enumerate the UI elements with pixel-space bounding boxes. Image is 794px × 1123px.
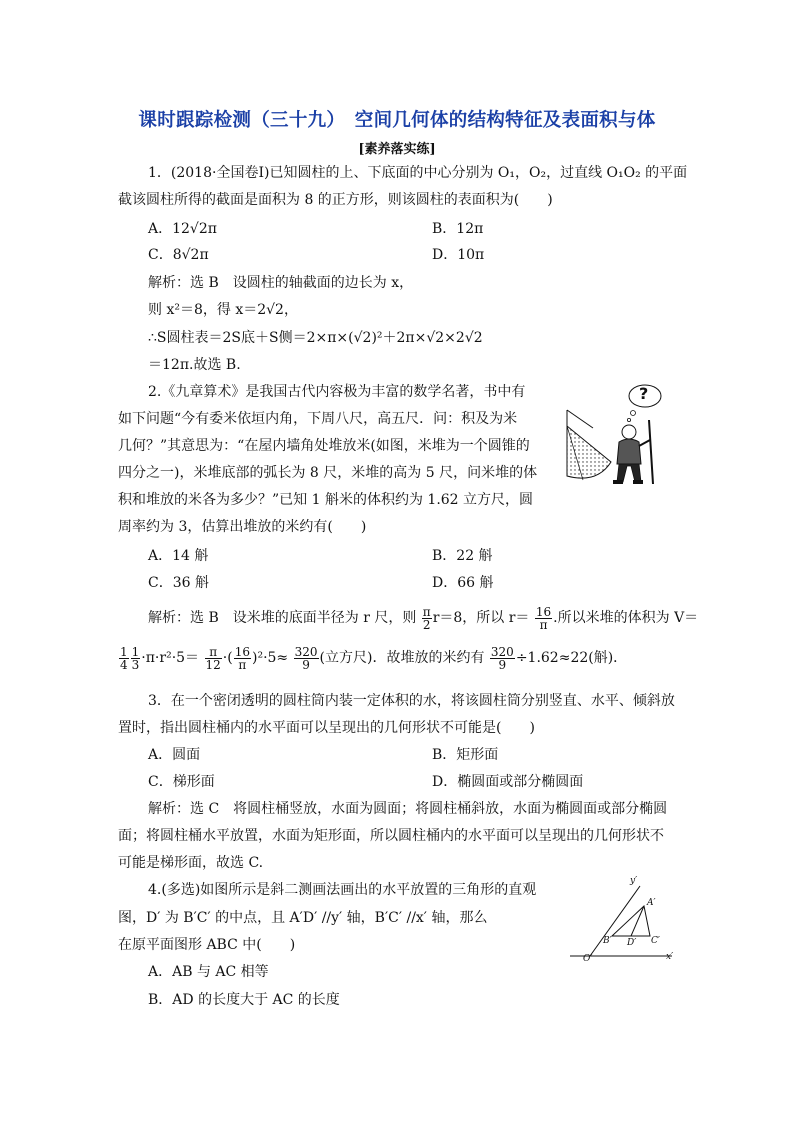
q2-line3: 几何？”其意思为：“在屋内墙角处堆放米(如图，米堆为一个圆锥的 xyxy=(118,438,530,454)
q2-line6: 周率约为 3，估算出堆放的米约有( ) xyxy=(118,519,367,535)
q4-line3: 在原平面图形 ABC 中( ) xyxy=(118,937,296,953)
q2-option-a: A．14 斛 xyxy=(148,548,209,564)
q3-option-a: A．圆面 xyxy=(148,747,201,763)
q3-line2: 置时，指出圆柱桶内的水平面可以呈现出的几何形状不可能是( ) xyxy=(118,720,535,736)
q4-line1: 4.(多选)如图所示是斜二测画法画出的水平放置的三角形的直观 xyxy=(148,882,537,898)
point-b-label: B′ xyxy=(603,936,612,946)
y-axis-label: y′ xyxy=(630,876,638,886)
q3-option-b: B．矩形面 xyxy=(432,747,499,763)
q3-line1: 3．在一个密闭透明的圆柱筒内装一定体积的水，将该圆柱筒分别竖直、水平、倾斜放 xyxy=(148,693,675,709)
fraction-pi-over-2: $\frac{\pi}{2}$ xyxy=(422,604,431,632)
q2-line4: 四分之一)，米堆底部的弧长为 8 尺，米堆的高为 5 尺，问米堆的体 xyxy=(118,465,538,481)
q2-solution-2a: ·π·r²·5＝ xyxy=(141,650,200,666)
origin-label: O′ xyxy=(583,954,593,964)
q3-option-c: C．梯形面 xyxy=(148,774,215,790)
fraction-pi-over-12: $\frac{\pi}{12}$ xyxy=(205,644,221,672)
q1-option-a: A．12√2π xyxy=(148,221,217,237)
point-a-label: A′ xyxy=(647,898,656,908)
page-title: 课时跟踪检测（三十九） 空间几何体的结构特征及表面积与体 xyxy=(138,110,656,131)
staff-icon xyxy=(649,420,653,484)
rice-pile-icon xyxy=(567,426,611,478)
q2-solution-2b: ²·5≈ xyxy=(257,650,289,666)
q2-solution-2: $\frac{1}{4}$ $\frac{1}{3}$ ·π·r²·5＝ $\frac{\pi}{12}$ ·( $\frac{16}{\pi}$ )²·5≈ $\frac{320}{9}$ (立方尺)．故堆放的米约有 $\frac{320}{9}$ ÷1.62≈22(斛)． xyxy=(120,644,628,672)
question-mark-label: ? xyxy=(639,384,649,403)
q2-line2: 如下问题“今有委米依垣内角，下周八尺，高五尺．问：积及为米 xyxy=(118,411,518,427)
q2-option-b: B．22 斛 xyxy=(432,548,493,564)
triangle-shape xyxy=(612,906,650,936)
q2-solution-1c: .所以米堆的体积为 V＝ xyxy=(553,610,699,626)
median-line xyxy=(631,906,644,936)
point-c-label: C′ xyxy=(651,936,660,946)
q4-line2: 图，D′ 为 B′C′ 的中点，且 A′D′ //y′ 轴，B′C′ //x′ 轴，那么 xyxy=(118,910,488,926)
q2-line1: 2.《九章算术》是我国古代内容极为丰富的数学名著，书中有 xyxy=(148,384,526,400)
q1-option-d: D．10π xyxy=(432,247,485,263)
q1-option-b: B．12π xyxy=(432,221,484,237)
fraction-320-over-9-2: $\frac{320}{9}$ xyxy=(490,644,514,672)
rice-pile-figure xyxy=(553,380,673,495)
q2-solution-2d: ÷1.62≈22(斛)． xyxy=(515,650,628,666)
q1-option-c: C．8√2π xyxy=(148,247,209,263)
q1-solution-3: ∴S圆柱表＝2S底＋S侧＝2×π×(√2)²＋2π×√2×2√2 xyxy=(148,330,483,346)
q1-solution-2: 则 x²＝8，得 x＝2√2， xyxy=(148,302,298,318)
q3-option-d: D．椭圆面或部分椭圆面 xyxy=(432,774,584,790)
person-body-icon xyxy=(617,439,641,464)
q1-line1: 1．(2018·全国卷Ⅰ)已知圆柱的上、下底面的中心分别为 O₁，O₂，过直线 O₁O₂ 的平面 xyxy=(148,165,688,181)
q2-solution-1b: r＝8，所以 r＝ xyxy=(432,610,530,626)
fraction-320-over-9: $\frac{320}{9}$ xyxy=(294,644,318,672)
fraction-16-over-pi: $\frac{16}{\pi}$ xyxy=(535,604,552,632)
q4-option-a: A．AB 与 AC 相等 xyxy=(148,964,269,980)
fraction-1-over-4: $\frac{1}{4}$ xyxy=(120,644,128,672)
q2-option-c: C．36 斛 xyxy=(148,575,209,591)
q2-solution-1 xyxy=(148,605,698,631)
fraction-1-over-3: $\frac{1}{3}$ xyxy=(131,644,140,672)
q1-solution-4: ＝12π.故选 B. xyxy=(148,357,241,373)
q2-option-d: D．66 斛 xyxy=(432,575,494,591)
wall-top-edge xyxy=(567,410,593,428)
person-head-icon xyxy=(622,425,636,439)
q3-solution-3: 可能是梯形面，故选 C. xyxy=(118,855,264,871)
q4-option-b: B．AD 的长度大于 AC 的长度 xyxy=(148,992,340,1008)
q3-solution-1: 解析：选 C 将圆柱桶竖放，水面为圆面；将圆柱桶斜放，水面为椭圆面或部分椭圆 xyxy=(148,801,668,817)
fraction-16-over-pi-2: $\frac{16}{\pi}$ xyxy=(234,644,250,672)
q2-solution-1a: 解析：选 B 设米堆的底面半径为 r 尺，则 xyxy=(148,610,417,626)
q2-line5: 积和堆放的米各为多少？”已知 1 斛米的体积约为 1.62 立方尺，圆 xyxy=(118,492,534,508)
section-subtitle: [素养落实练] xyxy=(358,142,436,157)
x-axis-label: x′ xyxy=(666,952,674,962)
q1-solution-1: 解析：选 B 设圆柱的轴截面的边长为 x， xyxy=(148,275,414,291)
q3-solution-2: 面；将圆柱桶水平放置，水面为矩形面，所以圆柱桶内的水平面可以呈现出的几何形状不 xyxy=(118,828,664,844)
q1-line2: 截该圆柱所得的截面是面积为 8 的正方形，则该圆柱的表面积为( ) xyxy=(118,192,553,208)
point-d-label: D′ xyxy=(627,938,637,948)
q2-solution-2c: (立方尺)．故堆放的米约有 xyxy=(319,650,485,666)
